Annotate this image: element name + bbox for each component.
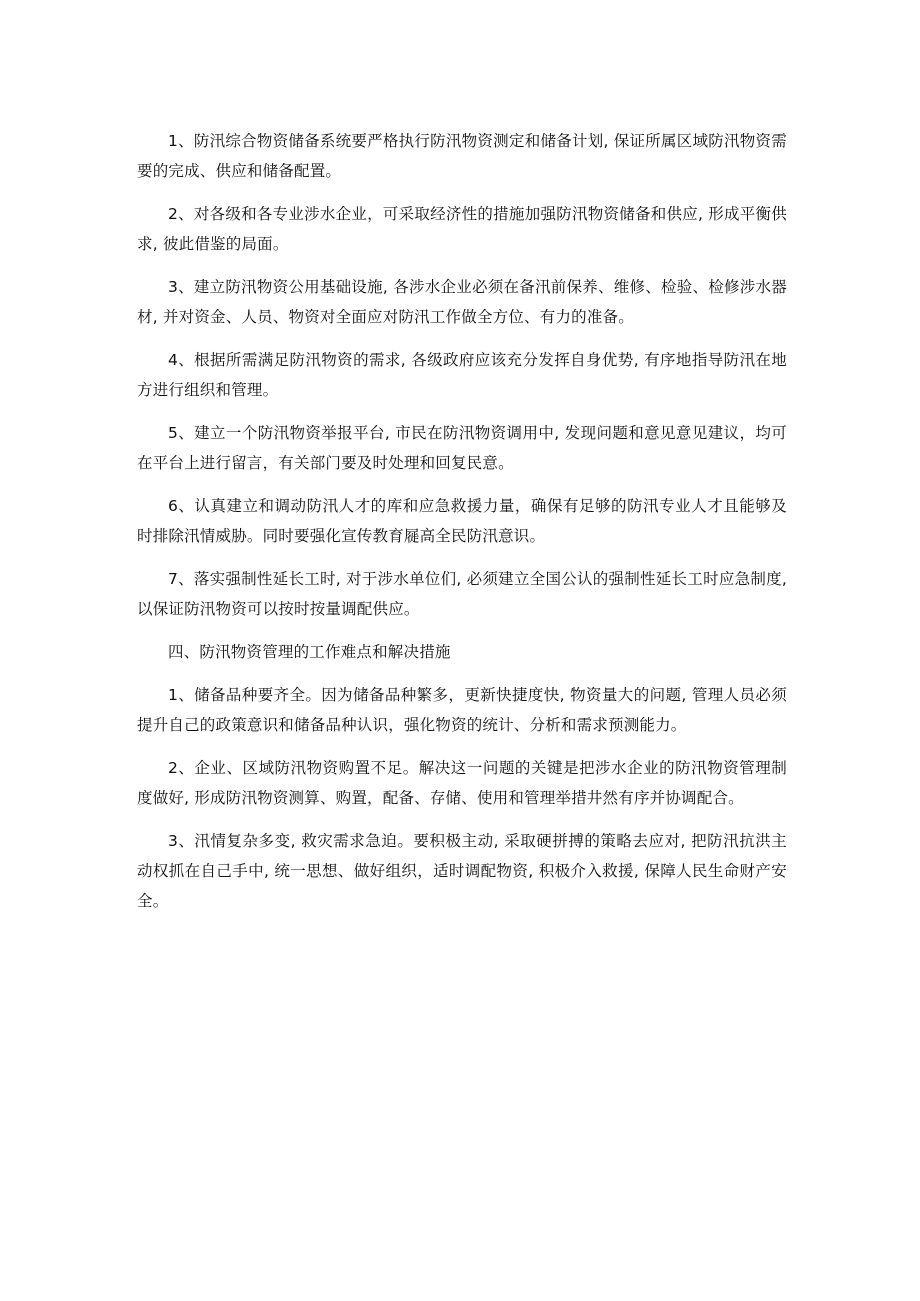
document-body bbox=[137, 126, 787, 929]
section-item-1: 1、储备品种要齐全。因为储备品种繁多，更新快捷度快, 物资量大的问题, 管理人员必须提升自己的政策意识和储备品种认识，强化物资的统计、分析和需求预测能力。 bbox=[137, 686, 787, 734]
paragraph-item-1: 1、防汛综合物资储备系统要严格执行防汛物资测定和储备计划, 保证所属区域防汛物资需要的完成、供应和储备配置。 bbox=[137, 132, 787, 180]
paragraph-item-5: 5、建立一个防汛物资举报平台, 市民在防汛物资调用中, 发现问题和意见意见建议，均可在平台上进行留言，有关部门要及时处理和回复民意。 bbox=[137, 424, 787, 472]
section-item-3: 3、汛情复杂多变, 救灾需求急迫。要积极主动, 采取硬拼搏的策略去应对, 把防汛抗洪主动权抓在自己手中, 统一思想、做好组织，适时调配物资, 积极介入救援, 保障人民生命财产安全。 bbox=[137, 832, 787, 910]
paragraph-item-6: 6、认真建立和调动防汛人才的库和应急救援力量，确保有足够的防汛专业人才且能够及时排除汛情威胁。同时要强化宣传教育屣高全民防汛意识。 bbox=[137, 497, 787, 545]
paragraph-item-3: 3、建立防汛物资公用基础设施, 各涉水企业必须在备汛前保养、维修、检验、检修涉水器材, 并对资金、人员、物资对全面应对防汛工作做全方位、有力的准备。 bbox=[137, 278, 787, 326]
section-item-2: 2、企业、区域防汛物资购置不足。解决这一问题的关键是把涉水企业的防汛物资管理制度做好, 形成防汛物资测算、购置，配备、存储、使用和管理举措井然有序并协调配合。 bbox=[137, 759, 787, 807]
paragraph-item-7: 7、落实强制性延长工时, 对于涉水单位们, 必须建立全国公认的强制性延长工时应急制度, 以保证防汛物资可以按时按量调配供应。 bbox=[137, 570, 787, 618]
paragraph-item-4: 4、根据所需满足防汛物资的需求, 各级政府应该充分发挥自身优势, 有序地指导防汛在地方进行组织和管理。 bbox=[137, 351, 787, 399]
paragraph-item-2: 2、对各级和各专业涉水企业，可采取经济性的措施加强防汛物资储备和供应, 形成平衡供求, 彼此借鉴的局面。 bbox=[137, 205, 787, 253]
section-heading: 四、防汛物资管理的工作难点和解决措施 bbox=[168, 643, 451, 661]
